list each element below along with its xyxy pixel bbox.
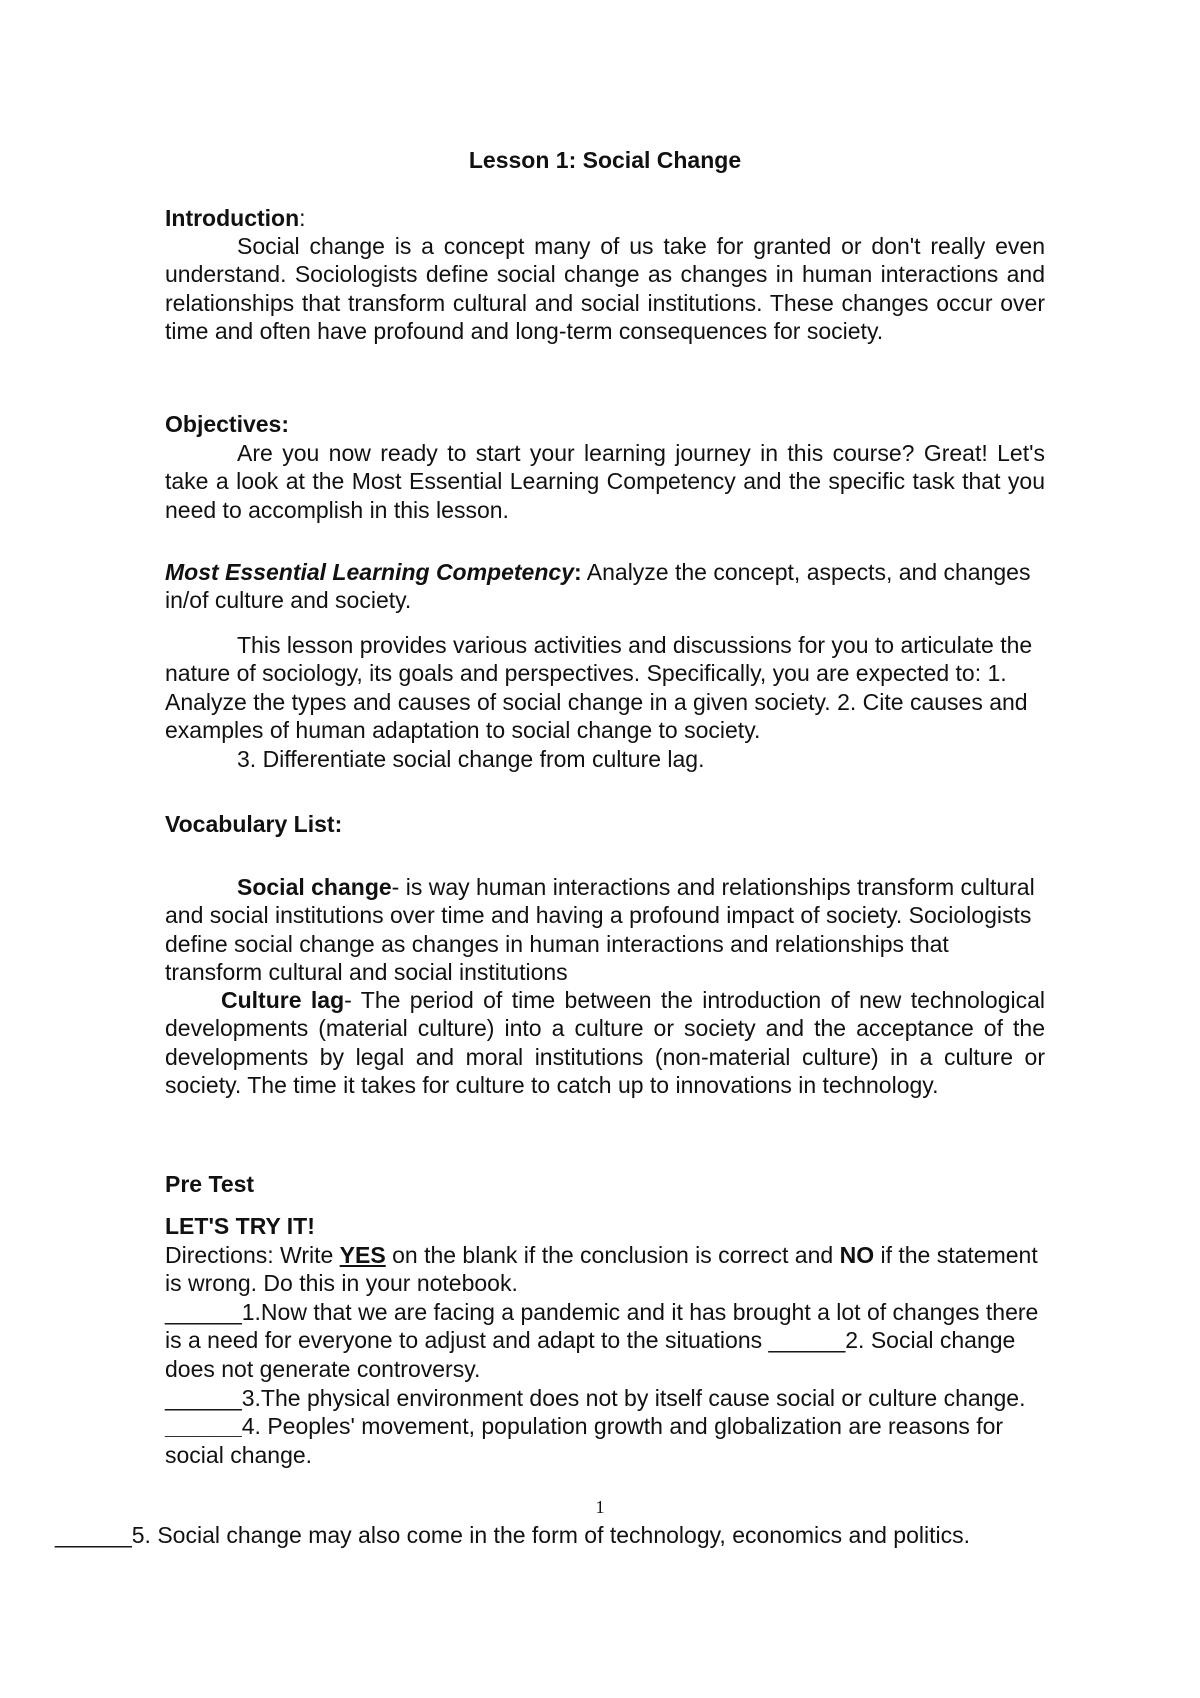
vocabulary-heading (165, 810, 1045, 838)
question-2: 2. Social change does not generate controversy. (165, 1327, 1016, 1382)
directions-text-c: if the statement is wrong. Do this in your notebook. (165, 1242, 1038, 1297)
melc-paragraph (165, 558, 1045, 615)
introduction-heading-label: Introduction (165, 205, 300, 231)
melc-colon: : (573, 559, 582, 585)
answer-blank-1: ______ (165, 1299, 242, 1325)
yes-keyword: YES (339, 1242, 386, 1268)
introduction-heading-colon: : (299, 205, 306, 231)
pretest-subheading-label: LET'S TRY IT! (165, 1213, 315, 1239)
objectives-text: Are you now ready to start your learning journey in this course? Great! Let's take a look at the Most Essential Learning Competency and the specific task that you need to accomplish in this lesson. (165, 440, 1045, 523)
introduction-paragraph (165, 232, 1045, 346)
vocab-social-change (165, 873, 1045, 987)
pretest-questions-1-2 (165, 1298, 1045, 1383)
pretest-directions (165, 1241, 1045, 1298)
question-3: 3.The physical environment does not by itself cause social or culture change. (241, 1385, 1026, 1411)
introduction-text: Social change is a concept many of us take for granted or don't really even understand. Sociologists define social change as changes in human interactions and relationships that transform cultural and social institutions. These changes occur over time and often have profound and long-term consequences for society. (165, 233, 1045, 345)
pretest-questions-3-4 (165, 1384, 1045, 1469)
social-change-term: Social change (237, 874, 392, 900)
melc-label: Most Essential Learning Competency (165, 559, 574, 585)
vocab-culture-lag (165, 986, 1045, 1100)
melc-text: Analyze the concept, aspects, and changes in/of culture and society. (165, 559, 1031, 614)
pretest-subheading (165, 1212, 1045, 1240)
objectives-heading-label: Objectives: (165, 411, 289, 437)
objectives-heading (165, 410, 1045, 438)
answer-blank-2: ______ (768, 1327, 846, 1354)
lesson-intro-text: This lesson provides various activities and discussions for you to articulate the nature of sociology, its goals and perspectives. Specifically, you are expected to: 1. Analyze the types and causes of social change in a given society. 2. Cite causes and examples of human adaptation to social change to society. (165, 632, 1033, 744)
directions-text-b: on the blank if the conclusion is correct and (385, 1242, 840, 1268)
objectives-paragraph (165, 439, 1045, 524)
lesson-title: Lesson 1: Social Change (468, 147, 742, 173)
pretest-heading (165, 1170, 1045, 1198)
answer-blank-3: ______ (165, 1385, 242, 1411)
introduction-heading (165, 204, 1045, 232)
question-5: 5. Social change may also come in the form of technology, economics and politics. (131, 1522, 970, 1548)
no-keyword: NO (839, 1242, 875, 1268)
answer-blank-4: ______ (165, 1413, 242, 1440)
question-4: 4. Peoples' movement, population growth and globalization are reasons for social change. (165, 1413, 1004, 1468)
culture-lag-term: Culture lag (221, 987, 345, 1013)
answer-blank-5: ______ (55, 1522, 132, 1548)
lesson-intro-item3: 3. Differentiate social change from culture lag. (237, 745, 705, 772)
pretest-question-5 (55, 1521, 970, 1549)
pretest-heading-label: Pre Test (165, 1171, 255, 1197)
culture-lag-definition: - The period of time between the introduction of new technological developments (material culture) into a culture or society and the acceptance of the developments by legal and moral institutions (non-material culture) in a culture or society. The time it takes for culture to catch up to innovations in technology. (165, 987, 1046, 1099)
page-number: 1 (595, 1497, 605, 1517)
question-1: 1.Now that we are facing a pandemic and it has brought a lot of changes there is a need for everyone to adjust and adapt to the situations (165, 1299, 1039, 1354)
vocabulary-heading-label: Vocabulary List: (165, 811, 343, 837)
social-change-definition: - is way human interactions and relationships transform cultural and social institutions over time and having a profound impact of society. Sociologists define social change as changes in human interactions and relationships that transform cultural and social institutions (165, 874, 1035, 986)
lesson-intro-paragraph (165, 631, 1045, 773)
directions-text-a: Directions: Write (165, 1242, 340, 1268)
